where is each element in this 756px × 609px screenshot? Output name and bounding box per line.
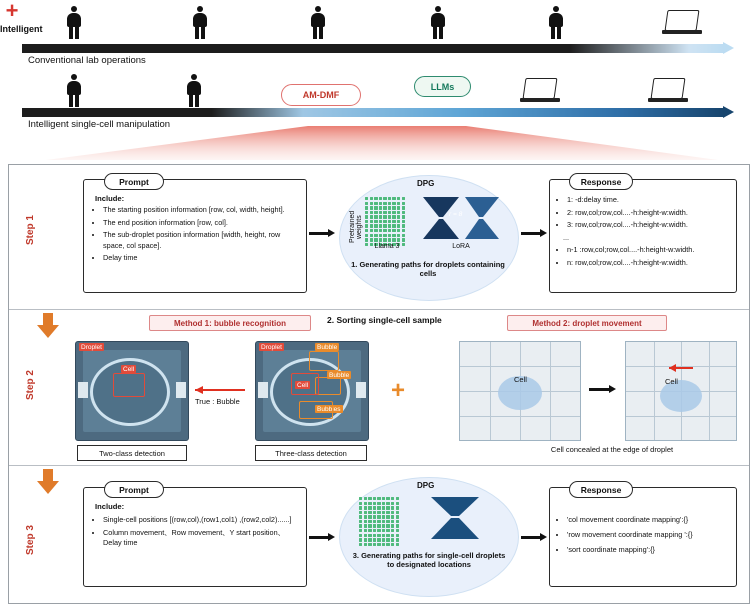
am-dmf-badge: AM-DMF — [281, 84, 361, 106]
bubble-label: Bubble — [329, 371, 350, 379]
step3-prompt-tag: Prompt — [104, 481, 164, 498]
top-timeline-section — [0, 0, 756, 150]
plus-icon: + — [5, 0, 19, 23]
laptop-icon — [520, 78, 560, 104]
step3-include-label: Include: — [95, 502, 125, 511]
method-2-tag: Method 2: droplet movement — [507, 315, 667, 331]
bubbles-box — [299, 401, 333, 419]
step1-response-line: • 2: row,col;row,col....-h:height-w:width. — [567, 208, 729, 219]
lora-adapter-shape — [429, 495, 489, 541]
step1-response-tag: Response — [569, 173, 633, 190]
person-icon — [430, 6, 446, 40]
arrow-prompt-to-dpg — [309, 229, 335, 238]
step3-caption: 3. Generating paths for single-cell droplets to designated locations — [352, 551, 506, 569]
pretrained-weights-label: Pretrained weights — [349, 210, 363, 244]
person-icon — [192, 6, 208, 40]
person-icon — [66, 6, 82, 40]
llms-badge: LLMs — [414, 76, 471, 97]
droplet-label: Droplet — [261, 343, 282, 351]
cell-label: Cell — [297, 381, 309, 389]
two-class-caption: Two-class detection — [77, 445, 187, 461]
intelligent-timeline-arrow — [22, 108, 734, 117]
step3-response-line: • 'row movement coordinate mapping ':{} — [567, 528, 729, 541]
step-1-label: Step 1 — [25, 215, 36, 246]
step3-response-tag: Response — [569, 481, 633, 498]
cell-box — [113, 373, 145, 397]
three-class-caption: Three-class detection — [255, 445, 367, 461]
cell-label-left-grid: Cell — [514, 375, 527, 384]
conventional-timeline-arrow — [22, 44, 734, 53]
step1-bullet: • The sub-droplet position information [width, height, row space, col space]. — [103, 230, 297, 251]
bubble-label: Bubble — [317, 343, 338, 351]
person-icon — [66, 74, 82, 108]
laptop-icon — [662, 10, 702, 36]
step1-response-ellipsis: ... — [563, 232, 570, 242]
arrow-dpg-to-response — [521, 229, 547, 238]
step-3-label: Step 3 — [25, 525, 36, 556]
intelligent-label: Intelligent — [0, 24, 43, 34]
step1-bullet: • Delay time — [103, 253, 297, 264]
step1-response-line: • n-1 :row,col;row,col....-h:height-w:width. — [567, 245, 729, 256]
true-bubble-label: True : Bubble — [195, 397, 240, 406]
person-icon — [310, 6, 326, 40]
arrow-dpg-to-response-step3 — [521, 533, 547, 542]
step1-prompt-tag: Prompt — [104, 173, 164, 190]
cell-label: Cell — [123, 365, 135, 373]
droplet-label: Droplet — [81, 343, 102, 351]
arrow-droplet-move — [589, 385, 617, 394]
step2-right-caption: Cell concealed at the edge of droplet — [550, 445, 674, 454]
step3-response-line: • 'sort coordinate mapping':{} — [567, 543, 729, 556]
plus-icon: + — [391, 377, 406, 404]
step1-dpg-title: DPG — [417, 179, 435, 188]
cell-label-right-grid: Cell — [665, 377, 678, 386]
method-1-tag: Method 1: bubble recognition — [149, 315, 311, 331]
step3-response-line: • 'col movement coordinate mapping':{} — [567, 513, 729, 526]
step-2-label: Step 2 — [25, 370, 36, 401]
intelligent-manipulation-label: Intelligent single-cell manipulation — [28, 119, 171, 130]
true-bubble-arrow — [195, 387, 253, 393]
llama-label: Llama 3 — [374, 243, 400, 250]
step3-dpg-title: DPG — [417, 481, 435, 490]
step1-bullet: • The starting position information [row, col, width, height]. — [103, 205, 297, 216]
laptop-icon — [648, 78, 688, 104]
step1-bullet: • The end position information [row, col]. — [103, 218, 297, 229]
step2-title: 2. Sorting single-cell sample — [327, 315, 442, 325]
lora-rank-label: r = 8 — [449, 211, 463, 218]
person-icon — [548, 6, 564, 40]
step2-to-step3-arrow — [37, 469, 59, 495]
red-fan-connector — [46, 126, 718, 160]
step3-bullet: • Column movement、Row movement、Y start position、Delay time — [103, 528, 297, 549]
lora-label: LoRA — [452, 243, 470, 250]
conventional-lab-label: Conventional lab operations — [28, 55, 146, 66]
bubble-box — [309, 351, 339, 371]
bubbles-label: Bubbles — [317, 405, 341, 413]
step1-response-line: • 3: row,col;row,col....-h:height-w:width. — [567, 220, 729, 231]
workflow-panel — [8, 164, 750, 604]
person-icon — [186, 74, 202, 108]
step3-bullet: • Single-cell positions [(row,col),(row1,col1) ,(row2,col2)......] — [103, 515, 297, 526]
pretrained-weight-grid — [365, 197, 405, 246]
step1-response-line: • n: row,col;row,col....-h:height-w:width. — [567, 258, 729, 269]
lora-adapter-shape — [421, 195, 501, 241]
step1-to-step2-arrow — [37, 313, 59, 339]
arrow-prompt-to-dpg-step3 — [309, 533, 335, 542]
step1-caption: 1. Generating paths for droplets containing cells — [351, 260, 505, 278]
cell-move-arrow — [669, 365, 699, 371]
pretrained-weight-grid — [359, 497, 399, 546]
droplet-grid-after — [625, 341, 737, 441]
step1-response-line: • 1: -d:delay time. — [567, 195, 729, 206]
droplet-grid-before — [459, 341, 581, 441]
step1-include-label: Include: — [95, 194, 125, 203]
